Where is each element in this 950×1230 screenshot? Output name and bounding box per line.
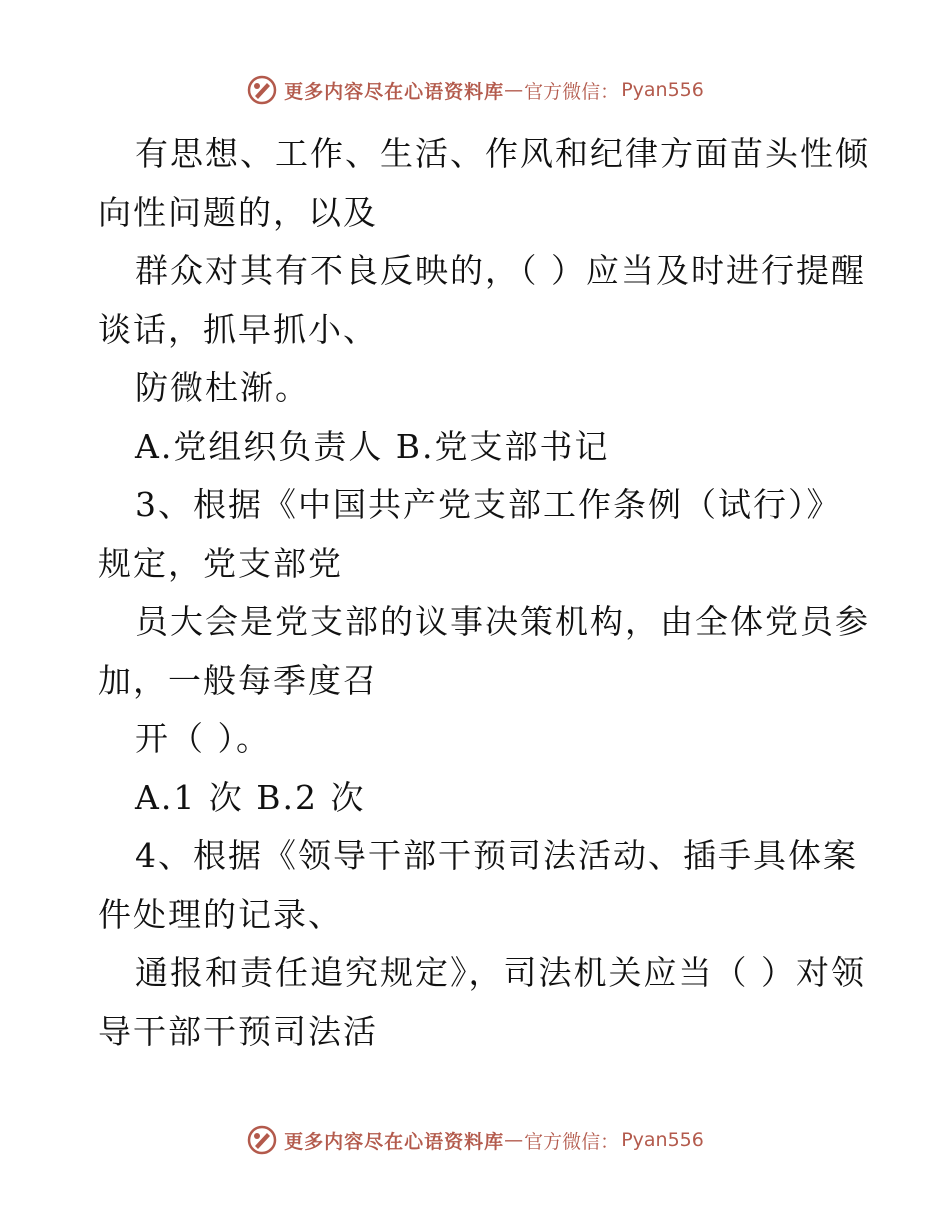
watermark-wechat-label: 官方微信： bbox=[524, 80, 620, 103]
text-line: 开（ ）。 bbox=[135, 719, 271, 758]
watermark-separator: — bbox=[504, 1129, 525, 1151]
text-line: 件处理的记录、 bbox=[98, 894, 343, 934]
text-line: 3、根据《中国共产党支部工作条例（试行）》 bbox=[135, 485, 842, 524]
text-line: 4、根据《领导干部干预司法活动、插手具体案 bbox=[135, 836, 858, 875]
text-line: A.党组织负责人 B.党支部书记 bbox=[135, 426, 610, 466]
watermark-wechat-label: 官方微信： bbox=[524, 1130, 620, 1153]
document-body bbox=[98, 125, 868, 1061]
footer-watermark bbox=[0, 1120, 950, 1160]
text-line: 有思想、工作、生活、作风和纪律方面苗头性倾 bbox=[135, 134, 870, 173]
text-line: 员大会是党支部的议事决策机构，由全体党员参 bbox=[135, 602, 870, 641]
text-line: 加，一般每季度召 bbox=[98, 660, 378, 700]
text-line: 群众对其有不良反映的，（ ）应当及时进行提醒 bbox=[135, 251, 866, 290]
text-line: 防微杜渐。 bbox=[135, 368, 310, 407]
text-line: A.1 次 B.2 次 bbox=[135, 777, 366, 817]
watermark-wechat-id: Pyan556 bbox=[621, 1129, 704, 1151]
text-line: 通报和责任追究规定》，司法机关应当（ ）对领 bbox=[135, 953, 866, 992]
logo-icon bbox=[246, 1124, 278, 1156]
text-line: 谈话，抓早抓小、 bbox=[98, 309, 378, 349]
header-watermark bbox=[0, 70, 950, 110]
watermark-text: 更多内容尽在心语资料库 bbox=[284, 80, 505, 103]
watermark-text: 更多内容尽在心语资料库 bbox=[284, 1130, 505, 1153]
text-line: 向性问题的，以及 bbox=[98, 192, 378, 232]
watermark-wechat-id: Pyan556 bbox=[621, 79, 704, 101]
text-line: 导干部干预司法活 bbox=[98, 1011, 378, 1051]
text-line: 规定，党支部党 bbox=[98, 543, 343, 583]
watermark-separator: — bbox=[504, 79, 525, 101]
logo-icon bbox=[246, 74, 278, 106]
